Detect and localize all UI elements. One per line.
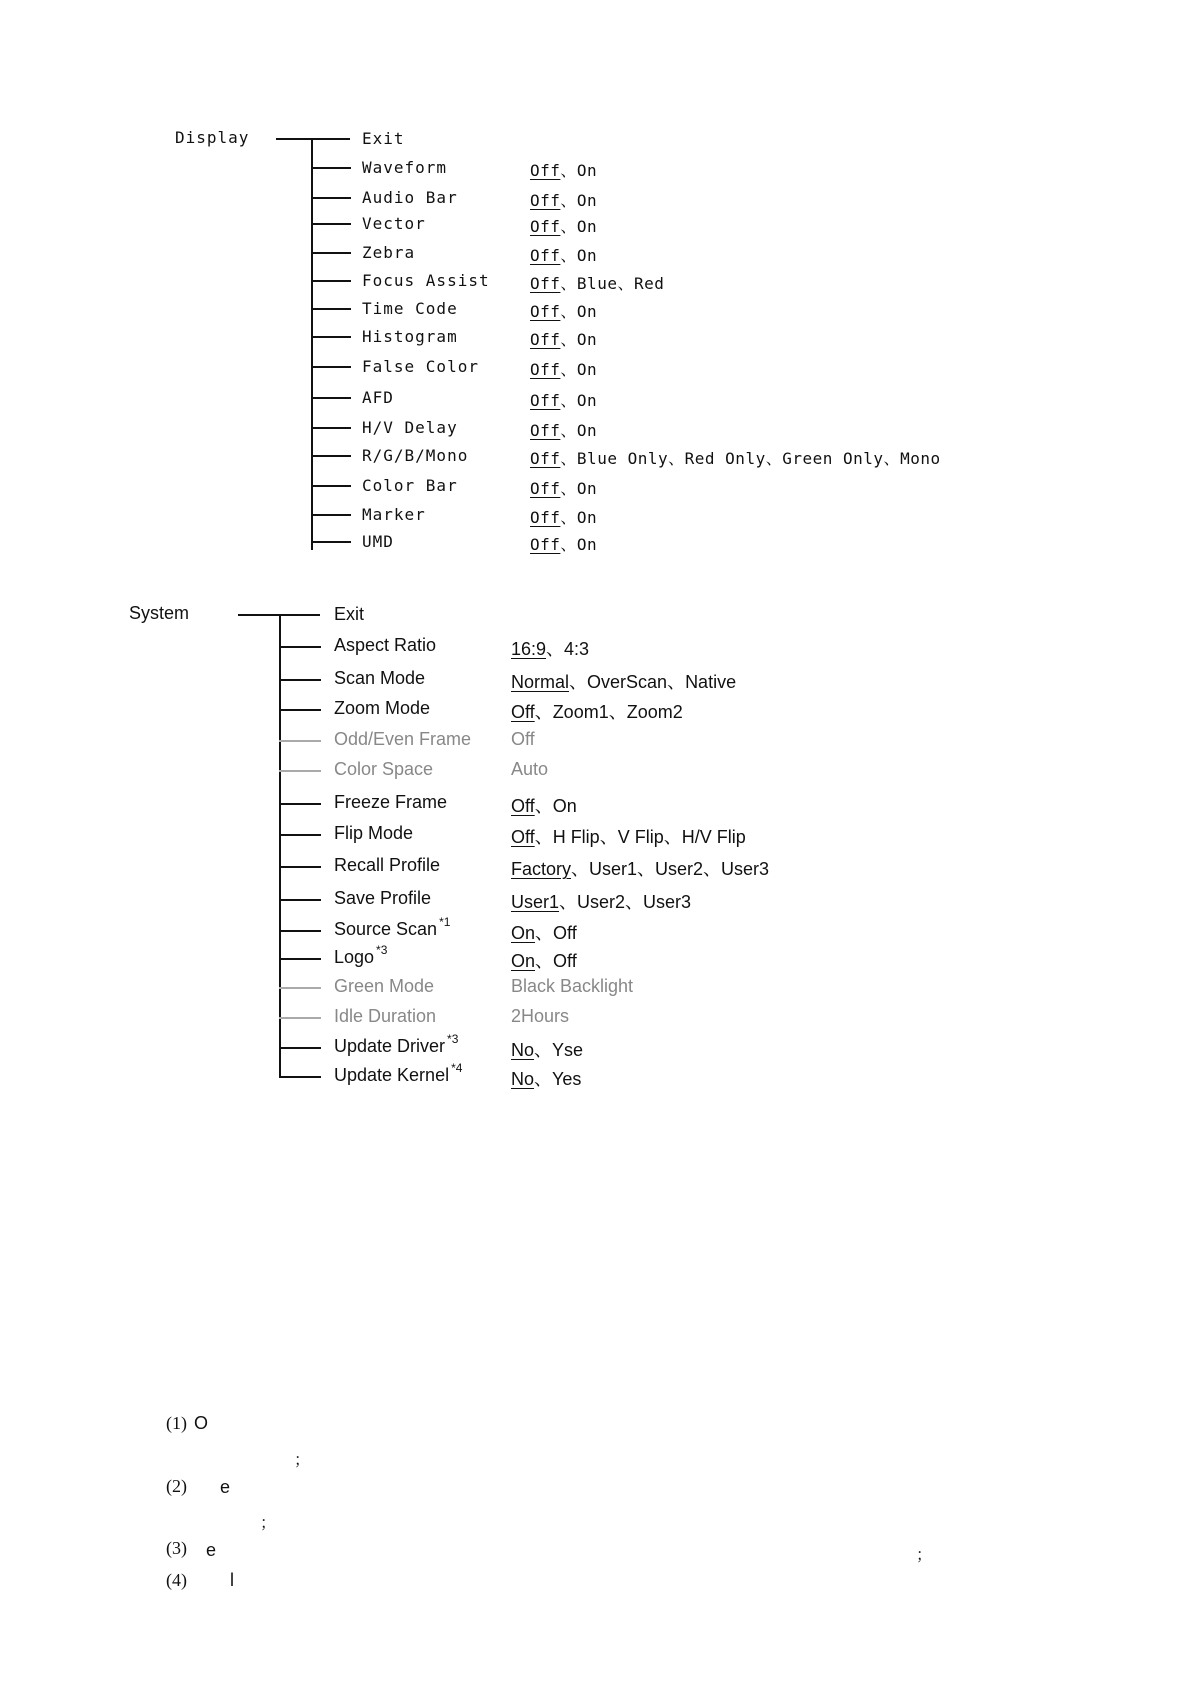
option-value: User2 [655,859,704,879]
display-branch-line [311,541,351,543]
display-branch-line [311,223,351,225]
system-branch-line [279,987,321,989]
option-separator: 、 [560,274,577,293]
display-branch-line [311,366,351,368]
footnote-marker: *3 [376,943,388,957]
option-default-value: 16:9 [511,639,547,659]
footnote-3-semicolon: ； [916,1547,933,1564]
option-value: On [576,161,598,180]
option-separator: 、 [560,535,577,554]
option-default-value: Off [530,360,561,379]
display-item-label: Color Bar [362,476,458,495]
option-default-value: Off [530,479,561,498]
option-separator: 、 [534,1040,553,1060]
system-branch-line [279,803,321,805]
option-separator: 、 [560,246,577,265]
option-default-value: Factory [511,859,572,879]
system-item-options [511,1065,581,1091]
system-item-name: Aspect Ratio [334,635,437,655]
display-branch-line [311,514,351,516]
system-item-options [511,1006,569,1027]
option-value: On [576,302,598,321]
footnote-3-number: (3) [166,1538,187,1558]
system-item-label [334,943,388,968]
system-item-name: Logo [334,947,375,967]
option-default-value: Off [530,246,561,265]
system-branch-line [279,770,321,772]
display-menu-title: Display [175,128,250,147]
system-item-label [334,635,436,656]
system-item-options [511,759,548,780]
option-value: Off [511,729,535,749]
display-item-options [530,476,597,499]
system-item-options [511,635,589,661]
option-separator: 、 [534,1069,553,1089]
option-default-value: Off [530,302,561,321]
option-value: User3 [643,892,692,912]
option-value: V Flip [617,827,664,847]
option-value: On [576,535,598,554]
option-separator: 、 [560,302,577,321]
option-separator: 、 [569,672,588,692]
display-item-options [530,327,597,350]
system-item-options [511,976,633,997]
system-item-label [334,976,434,997]
system-item-options [511,698,683,724]
system-branch-line [279,866,321,868]
option-value: On [552,796,577,816]
option-default-value: Off [530,330,561,349]
option-separator: 、 [663,827,682,847]
system-item-label [334,792,447,813]
display-item-label: Marker [362,505,426,524]
system-branch-line [279,1047,321,1049]
option-value: On [576,330,598,349]
display-item-label: False Color [362,357,479,376]
option-value: On [576,246,598,265]
footnote-2-number: (2) [166,1476,187,1496]
system-item-label [334,855,440,876]
system-branch-line [279,1076,321,1078]
option-default-value: Off [530,161,561,180]
display-branch-line [311,485,351,487]
option-value: 2Hours [511,1006,570,1026]
option-value: H/V Flip [681,827,746,847]
footnote-3-text: e [206,1540,217,1560]
system-item-name: Scan Mode [334,668,426,688]
display-item-label: Waveform [362,158,448,177]
display-item-label: AFD [362,388,394,407]
option-separator: 、 [571,859,590,879]
option-separator: 、 [560,360,577,379]
option-value: Green Only [782,449,884,468]
system-branch-line [279,646,321,648]
system-item-label [334,888,431,909]
option-separator: 、 [765,449,783,468]
option-value: H Flip [552,827,600,847]
system-item-options [511,947,577,973]
system-item-options [511,919,577,945]
option-value: Off [553,923,577,943]
footnote-1-number: (1) [166,1413,187,1433]
system-item-name: Flip Mode [334,823,414,843]
footnote-4-number: (4) [166,1570,187,1590]
display-root-connector [276,138,350,140]
system-item-label [334,698,430,719]
system-item-label [334,729,471,750]
option-default-value: On [511,951,536,971]
option-default-value: User1 [511,892,560,912]
option-value: Blue Only [576,449,669,468]
system-item-name: Color Space [334,759,434,779]
display-item-label: H/V Delay [362,418,458,437]
option-separator: 、 [560,161,577,180]
option-value: OverScan [587,672,668,692]
display-branch-line [311,427,351,429]
system-branch-line [279,899,321,901]
system-item-options [511,729,535,750]
option-default-value: On [511,923,536,943]
display-item-label: Zebra [362,243,416,262]
display-item-label: Histogram [362,327,458,346]
option-value: Mono [900,449,941,468]
display-branch-line [311,252,351,254]
option-separator: 、 [560,330,577,349]
option-default-value: Off [530,535,561,554]
option-separator: 、 [560,449,577,468]
option-default-value: Off [511,796,535,816]
option-value: 4:3 [564,639,590,659]
option-separator: 、 [625,892,644,912]
option-separator: 、 [560,391,577,410]
option-value: Red Only [684,449,766,468]
option-separator: 、 [560,508,577,527]
system-item-name: Exit [334,604,365,624]
display-item-label: Focus Assist [362,271,490,290]
system-item-label [334,604,364,625]
system-menu-title: System [129,603,190,623]
option-separator: 、 [535,923,554,943]
system-item-name: Idle Duration [334,1006,437,1026]
display-item-label: Exit [362,129,405,148]
option-value: Blue [576,274,618,293]
system-item-options [511,792,577,818]
option-separator: 、 [534,827,553,847]
system-item-label [334,915,451,940]
option-default-value: Off [530,449,561,468]
display-item-options [530,243,597,266]
option-value: Black Backlight [511,976,634,996]
option-default-value: Off [530,391,561,410]
system-trunk-line [279,614,281,1076]
display-branch-line [311,455,351,457]
system-branch-line [279,740,321,742]
option-separator: 、 [599,827,618,847]
option-separator: 、 [617,274,634,293]
display-branch-line [311,197,351,199]
option-value: On [576,391,598,410]
footnote-marker: *3 [447,1032,459,1046]
system-item-label [334,1006,436,1027]
system-item-label [334,823,413,844]
option-value: On [576,508,598,527]
option-default-value: Off [511,827,535,847]
option-default-value: Off [530,274,561,293]
option-separator: 、 [559,892,578,912]
option-value: Off [553,951,577,971]
system-item-label [334,1061,463,1086]
display-item-label: R/G/B/Mono [362,446,469,465]
option-separator: 、 [535,951,554,971]
option-separator: 、 [637,859,656,879]
display-item-label: UMD [362,532,394,551]
option-value: User1 [589,859,638,879]
option-separator: 、 [667,672,686,692]
display-item-options [530,418,597,441]
option-separator: 、 [883,449,901,468]
system-item-name: Save Profile [334,888,432,908]
option-separator: 、 [608,702,627,722]
option-default-value: Off [530,508,561,527]
option-separator: 、 [546,639,565,659]
option-separator: 、 [560,217,577,236]
system-item-name: Recall Profile [334,855,441,875]
option-value: On [576,191,598,210]
option-value: On [576,360,598,379]
option-separator: 、 [560,421,577,440]
system-item-options [511,855,769,881]
system-item-options [511,1036,583,1062]
display-branch-line [311,397,351,399]
system-item-options [511,888,691,914]
option-value: User2 [577,892,626,912]
system-item-name: Update Driver [334,1036,446,1056]
footnote-1-text: O [194,1413,209,1433]
option-value: Zoom1 [552,702,609,722]
option-separator: 、 [668,449,685,468]
display-item-options [530,214,597,237]
display-item-label: Audio Bar [362,188,458,207]
display-branch-line [311,336,351,338]
option-default-value: Off [530,217,561,236]
footnote-marker: *4 [451,1061,463,1075]
display-trunk-line [311,138,313,550]
option-separator: 、 [534,796,553,816]
display-item-label: Time Code [362,299,458,318]
option-default-value: Normal [511,672,570,692]
option-separator: 、 [703,859,722,879]
system-branch-line [279,679,321,681]
system-item-options [511,823,746,849]
system-item-label [334,759,433,780]
display-item-options [530,388,597,411]
option-value: Yse [552,1040,584,1060]
display-item-options [530,446,941,469]
display-branch-line [311,167,351,169]
footnote-1-semicolon: ； [294,1452,311,1469]
system-branch-line [279,958,321,960]
display-item-options [530,271,664,294]
option-value: Red [633,274,665,293]
display-item-options [530,158,597,181]
footnote-2-semicolon: ； [260,1515,277,1532]
option-value: On [576,217,598,236]
option-value: On [576,421,598,440]
footnote-2-text: e [220,1477,231,1497]
display-branch-line [311,280,351,282]
display-item-options [530,357,597,380]
system-branch-line [279,1017,321,1019]
system-item-name: Update Kernel [334,1065,450,1085]
option-value: Native [685,672,737,692]
display-item-label: Vector [362,214,426,233]
system-branch-line [279,709,321,711]
system-item-name: Source Scan [334,919,438,939]
system-item-name: Green Mode [334,976,435,996]
option-separator: 、 [534,702,553,722]
option-default-value: No [511,1040,535,1060]
display-item-options [530,188,597,211]
option-value: On [576,479,598,498]
system-item-name: Zoom Mode [334,698,431,718]
option-default-value: Off [530,191,561,210]
system-branch-line [279,930,321,932]
system-item-name: Freeze Frame [334,792,448,812]
option-value: User3 [721,859,770,879]
footnote-marker: *1 [439,915,451,929]
option-separator: 、 [560,191,577,210]
display-branch-line [311,308,351,310]
option-value: Zoom2 [626,702,683,722]
option-value: Yes [552,1069,582,1089]
system-item-label [334,668,425,689]
display-item-options [530,299,597,322]
display-item-options [530,505,597,528]
option-default-value: Off [530,421,561,440]
system-item-name: Odd/Even Frame [334,729,472,749]
option-default-value: Off [511,702,535,722]
option-default-value: No [511,1069,535,1089]
option-separator: 、 [560,479,577,498]
footnote-4-text: l [230,1570,234,1590]
system-branch-line [279,834,321,836]
option-value: Auto [511,759,549,779]
system-item-label [334,1032,459,1057]
system-item-options [511,668,736,694]
display-item-options [530,532,597,555]
